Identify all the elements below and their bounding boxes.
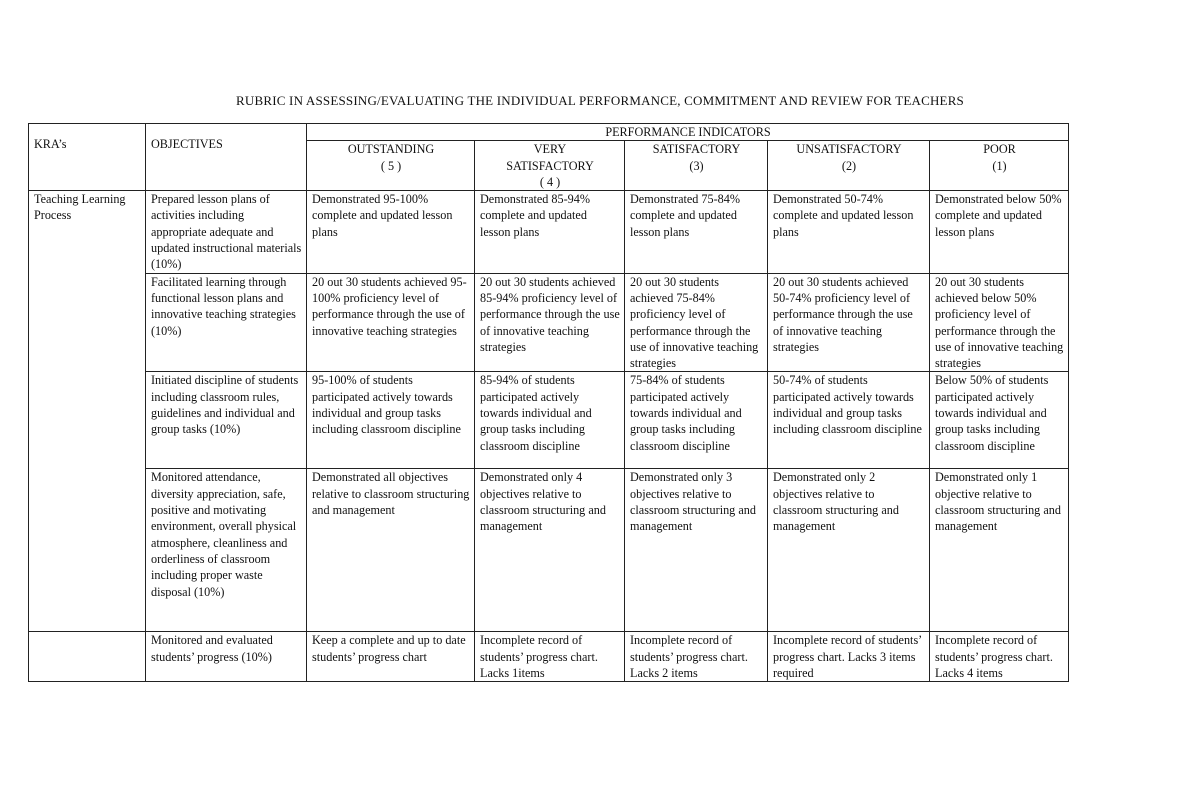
indicator-cell: Incomplete record of students’ progress chart. Lacks 4 items — [930, 632, 1069, 682]
indicator-cell: Demonstrated below 50% complete and updated lesson plans — [930, 191, 1069, 273]
kra-header: KRA’s — [34, 137, 67, 151]
objective-cell: Monitored attendance, diversity appreciation, safe, positive and motivating environment, overall physical atmosphere, cleanliness and orderliness of classroom including proper waste disposal (10%) — [146, 469, 307, 632]
level-header-poor — [930, 141, 1069, 191]
level-name: VERY SATISFACTORY — [506, 142, 594, 173]
indicator-cell: 20 out 30 students achieved below 50% proficiency level of performance through the use of innovative teaching strategies — [930, 273, 1069, 372]
indicator-cell: Incomplete record of students’ progress chart. Lacks 1items — [475, 632, 625, 682]
kra-header-cell — [29, 124, 146, 191]
indicator-cell: Incomplete record of students’ progress chart. Lacks 2 items — [625, 632, 768, 682]
indicator-cell: 95-100% of students participated actively towards individual and group tasks including classroom discipline — [307, 372, 475, 469]
level-header-satisfactory — [625, 141, 768, 191]
indicator-cell: 20 out 30 students achieved 85-94% proficiency level of performance through the use of innovative teaching strategies — [475, 273, 625, 372]
indicator-cell: Demonstrated 50-74% complete and updated lesson plans — [768, 191, 930, 273]
kra-cell — [29, 632, 146, 682]
table-row — [29, 372, 1069, 469]
indicator-cell: Demonstrated only 4 objectives relative to classroom structuring and management — [475, 469, 625, 632]
indicator-cell: Keep a complete and up to date students’ progress chart — [307, 632, 475, 682]
objective-cell: Initiated discipline of students including classroom rules, guidelines and individual and group tasks (10%) — [146, 372, 307, 469]
objective-cell: Monitored and evaluated students’ progress (10%) — [146, 632, 307, 682]
rubric-table — [28, 123, 1069, 682]
indicator-cell: Demonstrated all objectives relative to classroom structuring and management — [307, 469, 475, 632]
level-header-outstanding — [307, 141, 475, 191]
indicator-cell: 75-84% of students participated actively towards individual and group tasks including classroom discipline — [625, 372, 768, 469]
level-name: UNSATISFACTORY — [796, 142, 902, 157]
indicator-cell: 20 out 30 students achieved 95-100% proficiency level of performance through the use of innovative teaching strategies — [307, 273, 475, 372]
objective-cell: Facilitated learning through functional lesson plans and innovative teaching strategies (10%) — [146, 273, 307, 372]
level-header-very-satisfactory — [475, 141, 625, 191]
level-score: (3) — [689, 158, 704, 173]
header-row-top — [29, 124, 1069, 141]
indicator-cell: Demonstrated 75-84% complete and updated lesson plans — [625, 191, 768, 273]
indicator-cell: Demonstrated 85-94% complete and updated lesson plans — [475, 191, 625, 273]
objective-cell: Prepared lesson plans of activities including appropriate adequate and updated instructional materials (10%) — [146, 191, 307, 273]
level-name: POOR — [983, 142, 1016, 157]
level-score: ( 4 ) — [539, 174, 561, 189]
level-score: (2) — [841, 158, 857, 173]
indicator-cell: Demonstrated only 1 objective relative to classroom structuring and management — [930, 469, 1069, 632]
indicator-cell: Demonstrated only 2 objectives relative to classroom structuring and management — [768, 469, 930, 632]
level-name: OUTSTANDING — [347, 142, 435, 157]
indicator-cell: 20 out 30 students achieved 75-84% proficiency level of performance through the use of innovative teaching strategies — [625, 273, 768, 372]
kra-cell: Teaching Learning Process — [29, 191, 146, 632]
indicator-cell: 85-94% of students participated actively towards individual and group tasks including classroom discipline — [475, 372, 625, 469]
level-score: ( 5 ) — [380, 158, 402, 173]
indicator-cell: Demonstrated 95-100% complete and updated lesson plans — [307, 191, 475, 273]
level-name: SATISFACTORY — [652, 142, 741, 157]
performance-indicators-header: PERFORMANCE INDICATORS — [307, 124, 1069, 141]
objectives-header: OBJECTIVES — [151, 137, 223, 151]
level-score: (1) — [992, 158, 1007, 173]
document-title: RUBRIC IN ASSESSING/EVALUATING THE INDIVIDUAL PERFORMANCE, COMMITMENT AND REVIEW FOR TEACHERS — [236, 93, 964, 108]
level-header-unsatisfactory — [768, 141, 930, 191]
indicator-cell: Demonstrated only 3 objectives relative to classroom structuring and management — [625, 469, 768, 632]
indicator-cell: Incomplete record of students’ progress chart. Lacks 3 items required — [768, 632, 930, 682]
indicator-cell: 20 out 30 students achieved 50-74% proficiency level of performance through the use of innovative teaching strategies — [768, 273, 930, 372]
indicator-cell: 50-74% of students participated actively towards individual and group tasks including classroom discipline — [768, 372, 930, 469]
objectives-header-cell — [146, 124, 307, 191]
table-row — [29, 273, 1069, 372]
table-row — [29, 632, 1069, 682]
table-row — [29, 191, 1069, 273]
table-row — [29, 469, 1069, 632]
indicator-cell: Below 50% of students participated actively towards individual and group tasks including classroom discipline — [930, 372, 1069, 469]
